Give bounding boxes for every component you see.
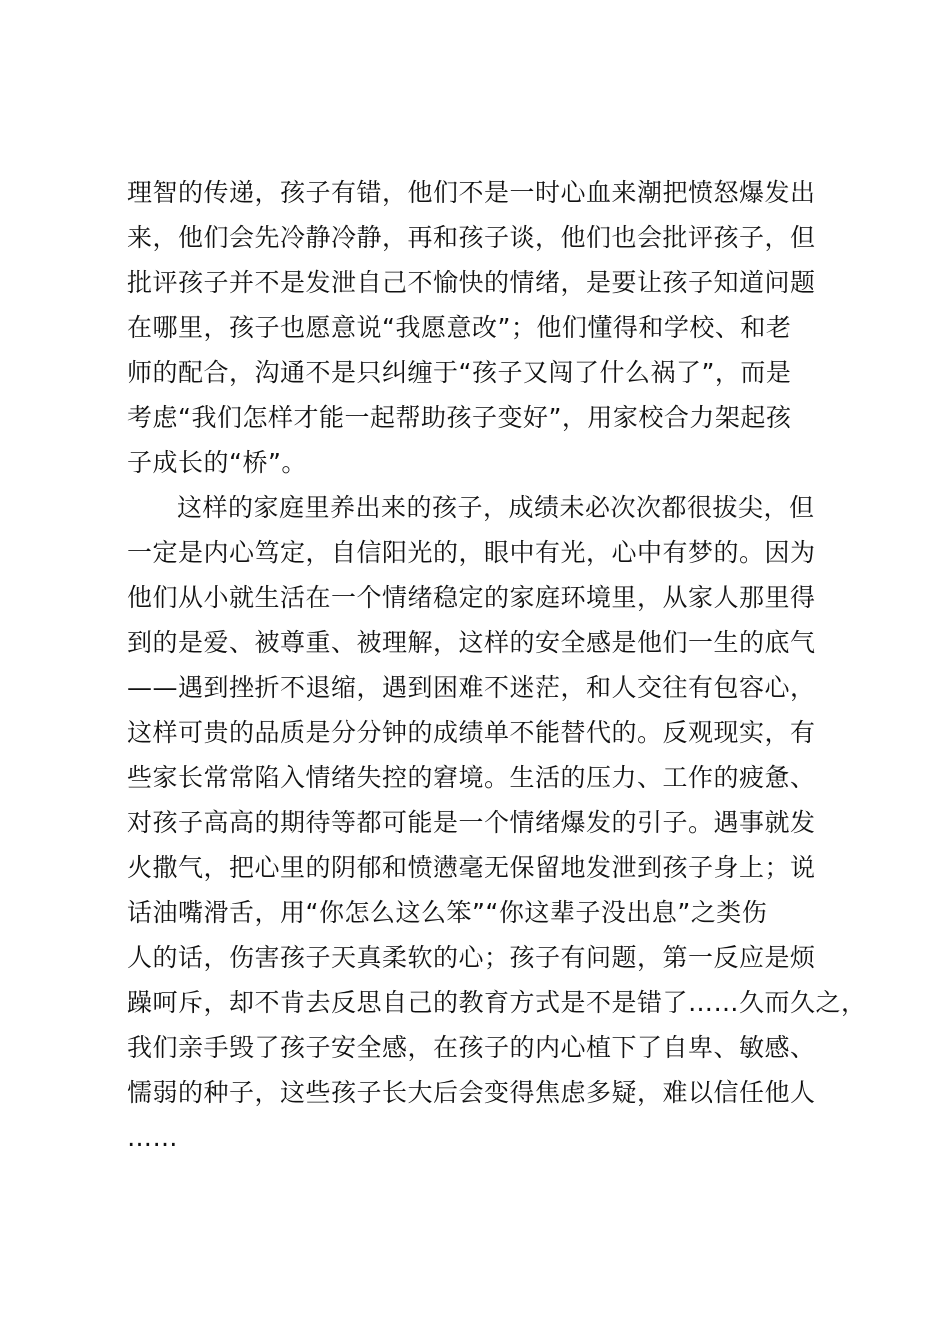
text-line: 批评孩子并不是发泄自己不愉快的情绪，是要让孩子知道问题 [127, 268, 816, 297]
text-line: 师的配合，沟通不是只纠缠于“孩子又闯了什么祸了”，而是 [127, 358, 792, 387]
text-line: 些家长常常陷入情绪失控的窘境。生活的压力、工作的疲惫、 [127, 763, 816, 792]
text-line: ——遇到挫折不退缩，遇到困难不迷茫，和人交往有包容心， [127, 673, 816, 702]
text-line: 来，他们会先冷静冷静，再和孩子谈，他们也会批评孩子，但 [127, 223, 816, 252]
text-line: 在哪里，孩子也愿意说“我愿意改”；他们懂得和学校、和老 [127, 313, 792, 342]
text-line: 我们亲手毁了孩子安全感，在孩子的内心植下了自卑、敏感、 [127, 1033, 816, 1062]
text-line: 考虑“我们怎样才能一起帮助孩子变好”，用家校合力架起孩 [127, 403, 792, 432]
text-line: 懦弱的种子，这些孩子长大后会变得焦虑多疑，难以信任他人 [127, 1078, 816, 1107]
text-line: 他们从小就生活在一个情绪稳定的家庭环境里，从家人那里得 [127, 583, 816, 612]
paragraph-1 [127, 170, 847, 485]
document-body [127, 170, 867, 1160]
text-line: 一定是内心笃定，自信阳光的，眼中有光，心中有梦的。因为 [127, 538, 816, 567]
text-line: 躁呵斥，却不肯去反思自己的教育方式是不是错了……久而久之， [127, 988, 867, 1017]
text-line: 这样可贵的品质是分分钟的成绩单不能替代的。反观现实，有 [127, 718, 816, 747]
text-line: 话油嘴滑舌，用“你怎么这么笨”“你这辈子没出息”之类伤 [127, 898, 768, 927]
text-line: 子成长的“桥”。 [127, 448, 307, 477]
text-line: 理智的传递，孩子有错，他们不是一时心血来潮把愤怒爆发出 [127, 178, 816, 207]
text-line: 到的是爱、被尊重、被理解，这样的安全感是他们一生的底气 [127, 628, 816, 657]
paragraph-2 [127, 485, 867, 1160]
text-line: 对孩子高高的期待等都可能是一个情绪爆发的引子。遇事就发 [127, 808, 816, 837]
text-line: 人的话，伤害孩子天真柔软的心；孩子有问题，第一反应是烦 [127, 943, 816, 972]
text-line: 火撒气，把心里的阴郁和愤懑毫无保留地发泄到孩子身上；说 [127, 853, 816, 882]
text-line: 这样的家庭里养出来的孩子，成绩未必次次都很拔尖，但 [177, 493, 815, 522]
text-line: …… [127, 1123, 178, 1152]
